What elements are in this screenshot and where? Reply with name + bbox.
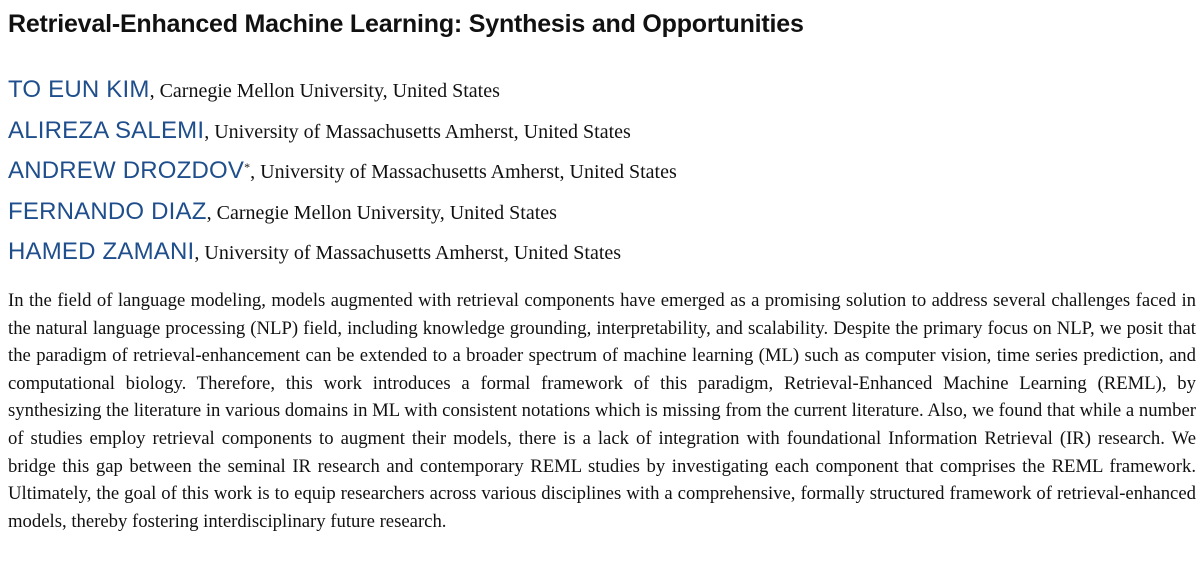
author-affiliation: , Carnegie Mellon University, United States <box>149 80 500 102</box>
paper-title: Retrieval-Enhanced Machine Learning: Synthesis and Opportunities <box>8 10 804 38</box>
author-name: ANDREW DROZDOV <box>8 157 245 184</box>
author-affiliation: , University of Massachusetts Amherst, United States <box>204 120 631 143</box>
author-marker: * <box>244 160 251 174</box>
author-name: TO EUN KIM <box>8 76 150 103</box>
author-affiliation: , Carnegie Mellon University, United States <box>206 201 557 224</box>
author-name: ALIREZA SALEMI <box>8 116 205 144</box>
author-entry <box>8 111 677 152</box>
author-name: HAMED ZAMANI <box>8 238 195 265</box>
author-affiliation: , University of Massachusetts Amherst, United States <box>250 161 677 183</box>
author-entry <box>8 70 677 111</box>
author-entry <box>8 192 677 233</box>
author-affiliation: , University of Massachusetts Amherst, United States <box>194 242 622 264</box>
author-name: FERNANDO DIAZ <box>8 197 207 225</box>
author-list <box>8 70 677 273</box>
abstract-text: In the field of language modeling, models augmented with retrieval components have emerged as a promising solution to address several challenges faced in the natural language processing (NLP) field, including knowledge grounding, interpretability, and scalability. Despite the primary focus on NLP, we posit that the paradigm of retrieval-enhancement can be extended to a broader spectrum of machine learning (ML) such as computer vision, time series prediction, and computational biology. Therefore, this work introduces a formal framework of this paradigm, Retrieval-Enhanced Machine Learning (REML), by synthesizing the literature in various domains in ML with consistent notations which is missing from the current literature. Also, we found that while a number of studies employ retrieval components to augment their models, there is a lack of integration with foundational Information Retrieval (IR) research. We bridge this gap between the seminal IR research and contemporary REML studies by investigating each component that comprises the REML framework. Ultimately, the goal of this work is to equip researchers across various disciplines with a comprehensive, formally structured framework of retrieval-enhanced models, thereby fostering interdisciplinary future research. <box>8 290 1196 532</box>
author-entry <box>8 232 677 273</box>
author-entry <box>8 151 677 192</box>
